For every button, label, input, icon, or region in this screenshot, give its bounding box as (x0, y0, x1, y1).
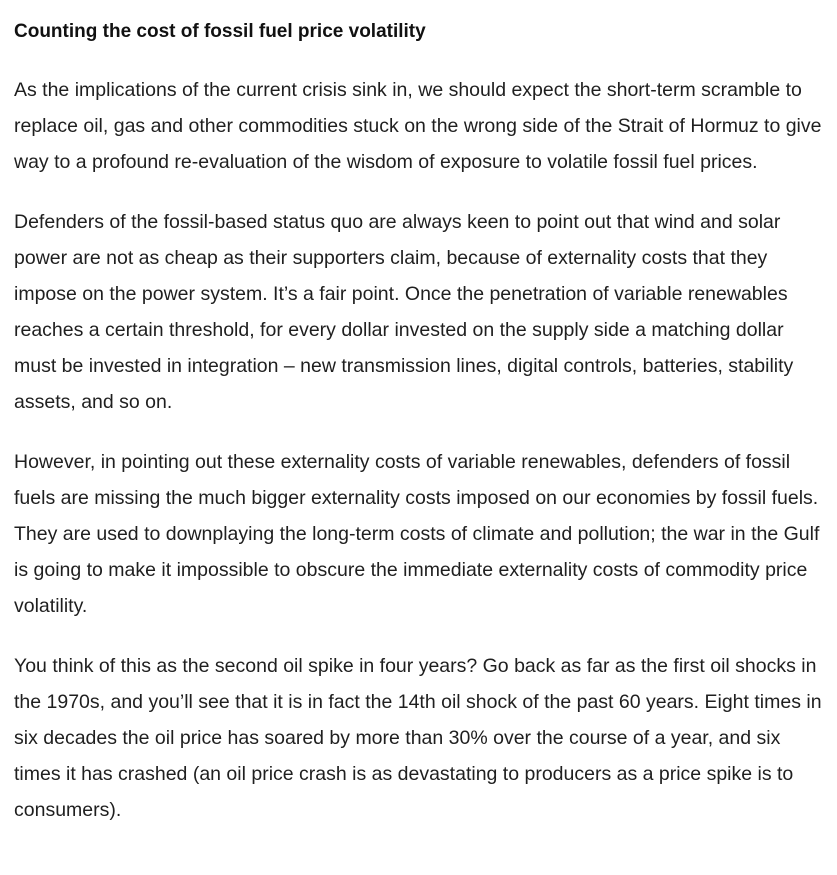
article-paragraph-2: Defenders of the fossil-based status quo are always keen to point out that wind and solar power are not as cheap as their supporters claim, because of externality costs that they impose on the power system. It’s a fair point. Once the penetration of variable renewables reaches a certain threshold, for every dollar invested on the supply side a matching dollar must be invested in integration – new transmission lines, digital controls, batteries, stability assets, and so on. (14, 211, 794, 413)
article-paragraph-4: You think of this as the second oil spike in four years? Go back as far as the first oil shocks in the 1970s, and you’ll see that it is in fact the 14th oil shock of the past 60 years. Eight times in six decades the oil price has soared by more than 30% over the course of a year, and six times it has crashed (an oil price crash is as devastating to producers as a price spike is to consumers). (14, 655, 822, 821)
article-title: Counting the cost of fossil fuel price volatility (14, 21, 426, 42)
article-paragraph-3: However, in pointing out these externality costs of variable renewables, defenders of fossil fuels are missing the much bigger externality costs imposed on our economies by fossil fuels. They are used to downplaying the long-term costs of climate and pollution; the war in the Gulf is going to make it impossible to obscure the immediate externality costs of commodity price volatility. (14, 451, 820, 617)
article-paragraph-1: As the implications of the current crisis sink in, we should expect the short-term scramble to replace oil, gas and other commodities stuck on the wrong side of the Strait of Hormuz to give way to a profound re-evaluation of the wisdom of exposure to volatile fossil fuel prices. (14, 79, 822, 173)
